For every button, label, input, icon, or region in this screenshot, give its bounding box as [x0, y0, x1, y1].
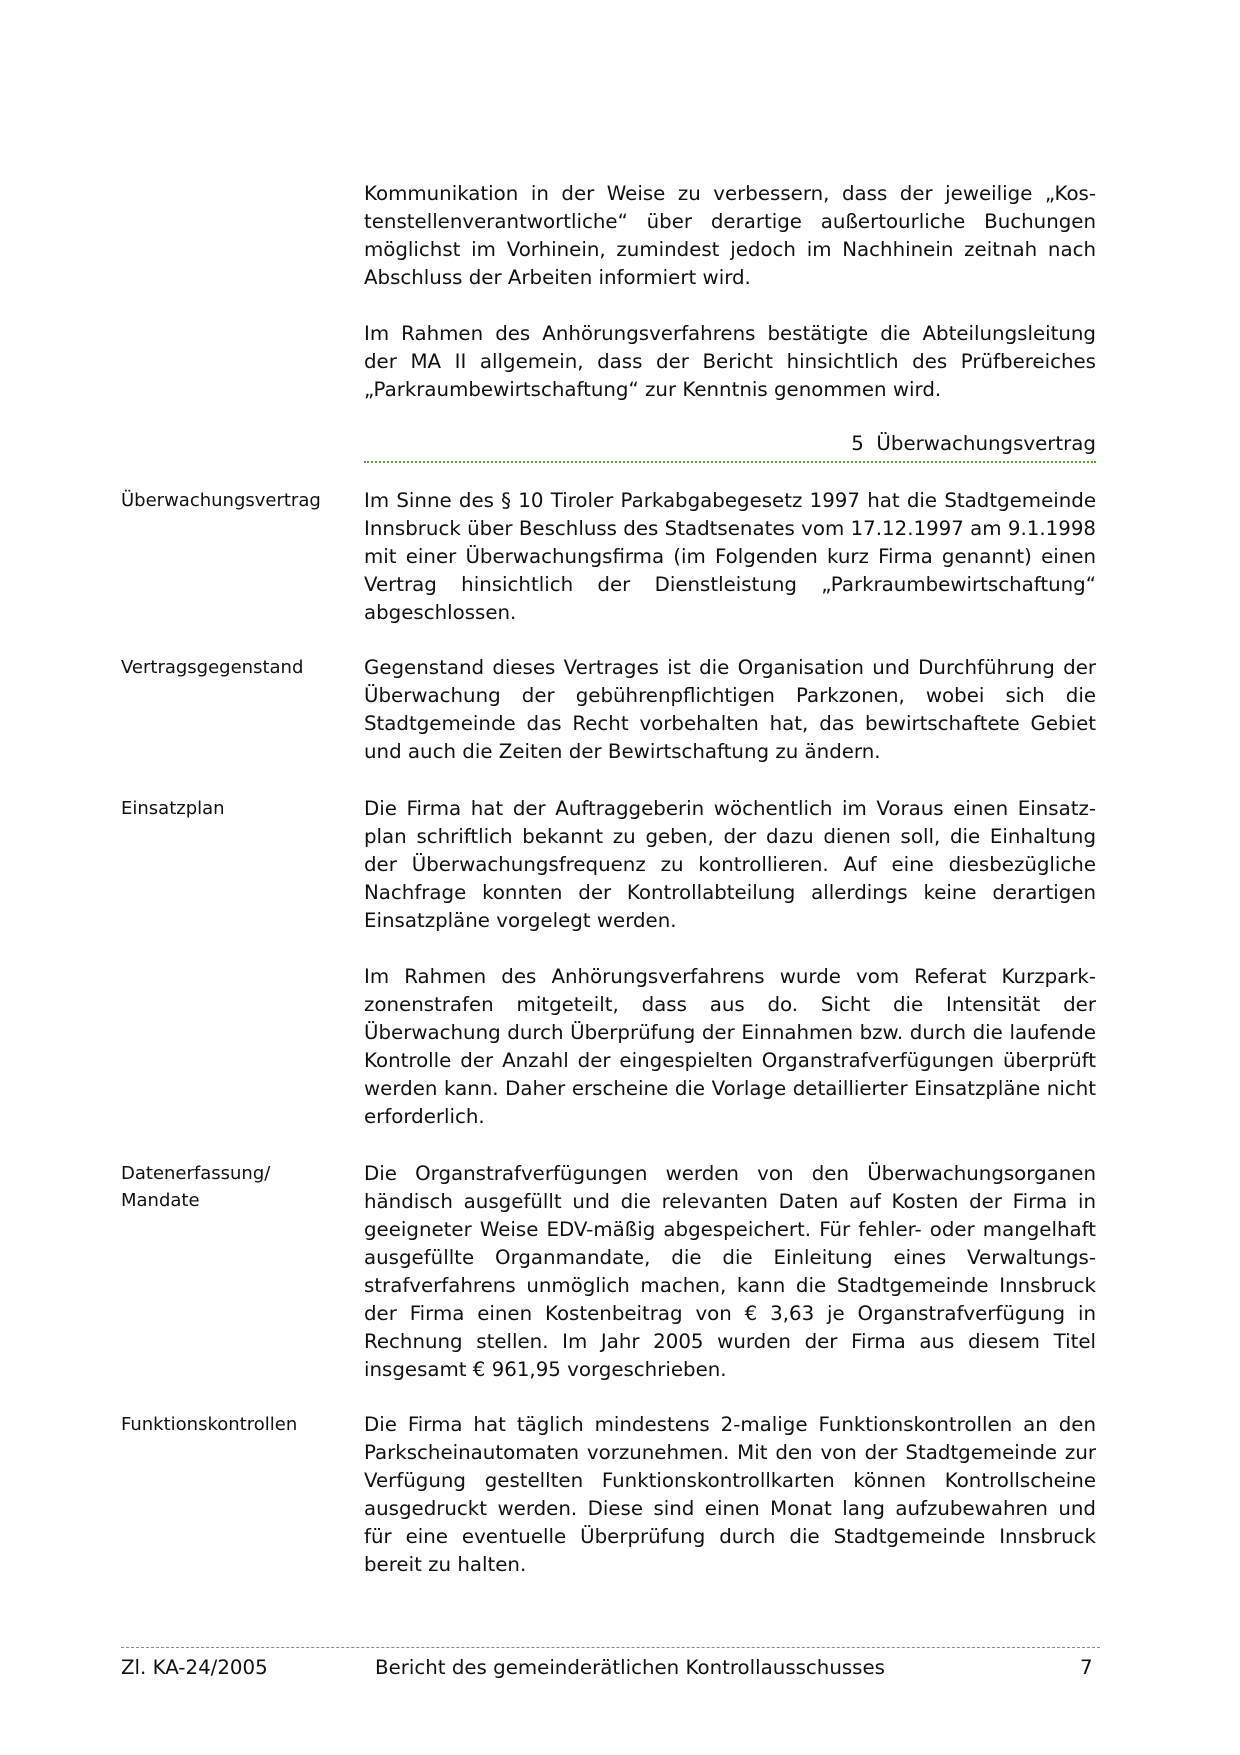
body-paragraph: Im Sinne des § 10 Tiroler Parkabgabegesetz 1997 hat die Stadtgemeinde Innsbruck über Beschluss des Stadtsenates vom 17.12.1997 am 9.1.1998 mit einer Überwachungsfirma (im Folgenden kurz Firma genannt) einen Vertrag hinsichtlich der Dienstleistung „Parkraumbewirtschaftung“ abgeschlossen.: [364, 489, 1096, 624]
footer-reference: Zl. KA-24/2005: [121, 1656, 268, 1679]
entry-datenerfassung: [364, 1160, 1096, 1384]
entry-ueberwachungsvertrag: [364, 487, 1096, 627]
side-label-funktionskontrollen: Funktionskontrollen: [121, 1414, 298, 1435]
intro-paragraph-1: [364, 180, 1096, 292]
side-label-vertragsgegenstand: Vertragsgegenstand: [121, 657, 304, 678]
section-title: Überwachungsvertrag: [876, 432, 1096, 455]
body-paragraph: Die Firma hat täglich mindestens 2-malige Funktionskontrollen an den Parkscheinautomaten vorzunehmen. Mit den von der Stadtgemeinde zur Verfügung gestellten Funktionskontrollkarten können Kontrollscheine ausgedruckt werden. Diese sind einen Monat lang aufzubewahren und für eine eventuelle Überprüfung durch die Stadtgemeinde Innsbruck bereit zu halten.: [364, 1413, 1096, 1576]
section-number: 5: [851, 432, 864, 455]
section-heading: [364, 430, 1096, 458]
body-paragraph: Die Firma hat der Auftraggeberin wöchentlich im Voraus einen Einsatzplan schriftlich bekannt zu geben, der dazu dienen soll, die Einhaltung der Überwachungsfrequenz zu kontrollieren. Auf eine diesbezügliche Nachfrage konnten der Kontrollabteilung allerdings keine derartigen Einsatzpläne vorgelegt werden.: [364, 797, 1096, 932]
side-label-ueberwachungsvertrag: Überwachungsvertrag: [121, 490, 321, 511]
body-paragraph: Im Rahmen des Anhörungsverfahrens wurde vom Referat Kurzparkzonenstrafen mitgeteilt, dass aus do. Sicht die Intensität der Überwachung durch Überprüfung der Einnahmen bzw. durch die laufende Kontrolle der Anzahl der eingespielten Organstrafverfügungen überprüft werden kann. Daher erscheine die Vorlage detaillierter Einsatzpläne nicht erforderlich.: [364, 965, 1096, 1128]
entry-einsatzplan: [364, 795, 1096, 935]
body-paragraph: Im Rahmen des Anhörungsverfahrens bestätigte die Abteilungsleitung der MA II allgemein, dass der Bericht hinsichtlich des Prüfbereiches „Parkraumbewirtschaftung“ zur Kenntnis genommen wird.: [364, 322, 1096, 401]
entry-funktionskontrollen: [364, 1411, 1096, 1579]
page-number: 7: [1080, 1656, 1093, 1679]
entry-anhoerung: [364, 963, 1096, 1131]
body-paragraph: Gegenstand dieses Vertrages ist die Organisation und Durchführung der Überwachung der gebührenpflichtigen Parkzonen, wobei sich die Stadtgemeinde das Recht vorbehalten hat, das bewirtschaftete Gebiet und auch die Zeiten der Bewirtschaftung zu ändern.: [364, 656, 1096, 763]
side-label-einsatzplan: Einsatzplan: [121, 798, 225, 819]
intro-paragraph-2: [364, 320, 1096, 404]
side-label-datenerfassung: Datenerfassung/ Mandate: [121, 1163, 271, 1211]
footer-title: Bericht des gemeinderätlichen Kontrollausschusses: [375, 1656, 885, 1679]
body-paragraph: Kommunikation in der Weise zu verbessern, dass der jeweilige „Kostenstellenverantwortliche“ über derartige außertourliche Buchungen möglichst im Vorhinein, zumindest jedoch im Nachhinein zeitnah nach Abschluss der Arbeiten informiert wird.: [364, 182, 1096, 289]
footer-divider: [121, 1647, 1100, 1648]
section-divider: [364, 461, 1096, 463]
body-paragraph: Die Organstrafverfügungen werden von den Überwachungsorganen händisch ausgefüllt und die relevanten Daten auf Kosten der Firma in geeigneter Weise EDV-mäßig abgespeichert. Für fehler- oder mangelhaft ausgefüllte Organmandate, die die Einleitung eines Verwaltungsstrafverfahrens unmöglich machen, kann die Stadtgemeinde Innsbruck der Firma einen Kostenbeitrag von € 3,63 je Organstrafverfügung in Rechnung stellen. Im Jahr 2005 wurden der Firma aus diesem Titel insgesamt € 961,95 vorgeschrieben.: [364, 1162, 1096, 1381]
entry-vertragsgegenstand: [364, 654, 1096, 766]
